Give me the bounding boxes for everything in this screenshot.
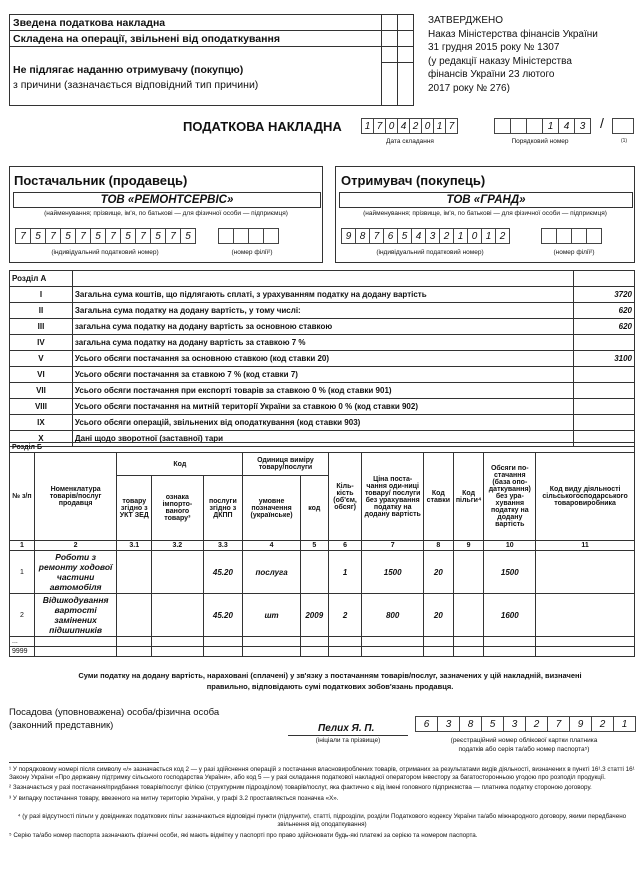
- buyer-ipn-digit: 1: [481, 228, 496, 244]
- section-a-row-number: I: [10, 287, 73, 303]
- section-b-title-row: [10, 443, 635, 453]
- header-row-exempt: Складена на операції, звільнені від оподаткування: [13, 33, 280, 45]
- seller-ipn-digit: 7: [15, 228, 31, 244]
- seller-name-caption: (найменування; прізвище, ім'я, по батькові — для фізичної особи — підприємця): [44, 210, 288, 217]
- column-number: 3.3: [203, 541, 243, 551]
- date-digit-cell: 4: [397, 118, 410, 134]
- section-b-header-row: [10, 453, 635, 476]
- column-number: 7: [362, 541, 423, 551]
- col-header-uktzed: товару згідно з УКТ ЗЕД: [117, 476, 152, 541]
- section-a-row: [10, 383, 635, 399]
- seller-heading: Постачальник (продавець): [14, 173, 188, 188]
- buyer-ipn-digit: 7: [369, 228, 384, 244]
- section-a-row-label: Загальна сума податку на додану вартість, у тому числі:: [72, 303, 573, 319]
- buyer-name: ТОВ «ГРАНД»: [339, 192, 633, 208]
- section-a-row-label: загальна сума податку на додану вартість за основною ставкою: [72, 319, 573, 335]
- seller-ipn-caption: (індивідуальний податковий номер): [51, 249, 159, 256]
- signer-taxid-digit: 3: [437, 716, 460, 732]
- buyer-branch-digit: [541, 228, 557, 244]
- col-header-agri: Код виду діяльності сільськогосподарського товаровиробника: [536, 453, 635, 541]
- vat-note: Суми податку на додану вартість, нараховані (сплачені) у зв'язку з постачанням товарів/послуг, зазначених у цій накладній, визначені правильно, відповідають сумі податкових зобов'язань продавця.: [78, 671, 582, 691]
- cell-name: Відшкодування вартості замінених підшипників: [34, 594, 117, 637]
- section-a-row: [10, 351, 635, 367]
- section-a-row-value: [574, 399, 635, 415]
- column-number: 5: [300, 541, 328, 551]
- column-number: 10: [484, 541, 536, 551]
- seller-ipn-digit: 5: [90, 228, 106, 244]
- section-a-row: [10, 367, 635, 383]
- section-a-row-label: Усього обсяги операцій, звільнених від оподаткування (код ставки 903): [72, 415, 573, 431]
- buyer-ipn-digit: 8: [355, 228, 370, 244]
- section-a-table: [9, 270, 635, 447]
- seller-branch-digit: [248, 228, 264, 244]
- cell-benefit: [453, 551, 484, 594]
- cell-unit: послуга: [243, 551, 301, 594]
- table-row: [10, 637, 635, 647]
- section-a-row-number: VIII: [10, 399, 73, 415]
- number-digit-cell: [526, 118, 543, 134]
- seller-ipn-digit: 7: [135, 228, 151, 244]
- col-header-name: Номенклатура товарів/послуг продавця: [34, 453, 117, 541]
- section-a-row: [10, 335, 635, 351]
- signer-taxid-digit: 7: [547, 716, 570, 732]
- col-header-unit: Одиниця виміру товару/послуги: [243, 453, 328, 476]
- col-header-dkpp: послуги згідно з ДКПП: [203, 476, 243, 541]
- section-a-row-number: VI: [10, 367, 73, 383]
- date-digit-cell: 7: [373, 118, 386, 134]
- buyer-branch-caption: (номер філії²): [553, 249, 595, 256]
- section-a-row: [10, 303, 635, 319]
- section-a-title: Розділ А: [10, 271, 73, 287]
- section-a-row-number: X: [10, 431, 73, 447]
- section-a-row-label: Усього обсяги постачання при експорті товарів за ставкою 0 % (код ставки 901): [72, 383, 573, 399]
- number-digit-cell: 4: [558, 118, 575, 134]
- col-header-unit-code: код: [300, 476, 328, 541]
- cell-code: [300, 551, 328, 594]
- column-number: 6: [328, 541, 362, 551]
- number-digit-cell: 3: [574, 118, 591, 134]
- seller-branch-caption: (номер філії²): [231, 249, 273, 256]
- seller-ipn-digit: 7: [165, 228, 181, 244]
- cell-dkpp: 45.20: [203, 551, 243, 594]
- signer-label: Посадова (уповноважена) особа/фізична особа: [9, 707, 220, 718]
- number-slash: /: [600, 115, 604, 131]
- buyer-name-caption: (найменування; прізвище, ім'я, по батькові — для фізичної особи — підприємця): [363, 210, 607, 217]
- seller-branch-digit: [263, 228, 279, 244]
- approved-block: [428, 14, 598, 95]
- cell-volume: 1600: [484, 594, 536, 637]
- approved-line: фінансів України 23 лютого: [428, 69, 555, 80]
- signer-label-2: (законний представник): [9, 720, 114, 731]
- section-a-row-value: 3100: [574, 351, 635, 367]
- seller-branch-digit: [233, 228, 249, 244]
- footnote-mark: (1): [620, 138, 628, 144]
- date-digit-cell: 2: [409, 118, 422, 134]
- cell-uktzed: [117, 594, 152, 637]
- approved-title: ЗАТВЕРДЖЕНО: [428, 15, 504, 26]
- buyer-branch-digit: [586, 228, 602, 244]
- signer-name: Пелих Я. П.: [318, 723, 375, 734]
- col-header-unit-name: умовне позначення (українське): [243, 476, 301, 541]
- cell-dkpp: 45.20: [203, 594, 243, 637]
- cell-n: 2: [10, 594, 35, 637]
- section-a-row-number: III: [10, 319, 73, 335]
- cell-agri: [536, 551, 635, 594]
- number-digit-cell: [510, 118, 527, 134]
- cell-rate: 20: [423, 594, 453, 637]
- buyer-ipn-digit: 0: [467, 228, 482, 244]
- column-number: 4: [243, 541, 301, 551]
- cell-benefit: [453, 594, 484, 637]
- seller-ipn-digit: 7: [75, 228, 91, 244]
- cell-agri: [536, 594, 635, 637]
- section-a-row-value: 620: [574, 319, 635, 335]
- section-a-row: [10, 399, 635, 415]
- cell-price: 800: [362, 594, 423, 637]
- footnote-3: ³ У випадку постачання товару, ввезеного на митну територію України, у графі 3.2 проставляється позначка «Х».: [9, 794, 339, 802]
- column-number: 11: [536, 541, 635, 551]
- cell-import: [152, 594, 203, 637]
- document-title: ПОДАТКОВА НАКЛАДНА: [183, 119, 342, 134]
- buyer-branch-digit: [571, 228, 587, 244]
- cell-n: 1: [10, 551, 35, 594]
- buyer-ipn-digit: 3: [425, 228, 440, 244]
- signer-taxid-digit: 2: [591, 716, 614, 732]
- buyer-ipn-digit: 6: [383, 228, 398, 244]
- column-number: 8: [423, 541, 453, 551]
- date-caption: Дата складання: [386, 138, 434, 145]
- section-a-row-number: VII: [10, 383, 73, 399]
- column-number: 1: [10, 541, 35, 551]
- column-number: 9: [453, 541, 484, 551]
- section-a-row-number: V: [10, 351, 73, 367]
- section-a-row-number: II: [10, 303, 73, 319]
- seller-branch-digit: [218, 228, 234, 244]
- cell-volume: 1500: [484, 551, 536, 594]
- cell-import: [152, 551, 203, 594]
- section-b-title: Розділ Б: [10, 443, 635, 453]
- section-a-row: [10, 319, 635, 335]
- seller-ipn-digit: 5: [30, 228, 46, 244]
- seller-ipn-digit: 5: [120, 228, 136, 244]
- number-caption: Порядковий номер: [511, 138, 569, 145]
- cell-uktzed: [117, 551, 152, 594]
- section-b-table: [9, 442, 635, 657]
- signer-taxid-digit: 9: [569, 716, 592, 732]
- section-a-row-label: Дані щодо зворотної (заставної) тари: [72, 431, 573, 447]
- header-row-not-provided: Не підлягає наданню отримувачу (покупцю): [13, 64, 244, 76]
- signer-caption-2: податків або серія та/або номер паспорта⁵): [458, 746, 590, 753]
- seller-name: ТОВ «РЕМОНТСЕРВІС»: [13, 192, 321, 208]
- cell-qty: 2: [328, 594, 362, 637]
- seller-ipn-digit: 5: [180, 228, 196, 244]
- section-a-title-row: [10, 271, 635, 287]
- approved-line: 31 грудня 2015 року № 1307: [428, 42, 560, 53]
- date-digit-cell: 0: [421, 118, 434, 134]
- buyer-ipn-caption: (індивідуальний податковий номер): [376, 249, 484, 256]
- signer-caption-1: (реєстраційний номер облікової картки платника: [450, 737, 598, 744]
- section-a-row-value: 620: [574, 303, 635, 319]
- table-row: [10, 551, 635, 594]
- buyer-ipn-digit: 9: [341, 228, 356, 244]
- section-a-row-value: [574, 335, 635, 351]
- cell-name: Роботи з ремонту ходової частини автомобіля: [34, 551, 117, 594]
- section-a-row-value: [574, 383, 635, 399]
- signer-taxid-digit: 5: [481, 716, 504, 732]
- column-number: 3.2: [152, 541, 203, 551]
- buyer-ipn-digit: 2: [495, 228, 510, 244]
- section-a-row-number: IX: [10, 415, 73, 431]
- approved-line: (у редакції наказу Міністерства: [428, 55, 572, 67]
- cell-unit: шт: [243, 594, 301, 637]
- buyer-ipn-digit: 2: [439, 228, 454, 244]
- section-a-row-label: Усього обсяги постачання за ставкою 7 % (код ставки 7): [72, 367, 573, 383]
- signer-taxid-digit: 8: [459, 716, 482, 732]
- seller-ipn-digit: 5: [60, 228, 76, 244]
- section-a-row-value: [574, 415, 635, 431]
- col-header-import: ознака імпорто-ваного товару³: [152, 476, 203, 541]
- cell-qty: 1: [328, 551, 362, 594]
- header-row-consolidated: Зведена податкова накладна: [13, 17, 166, 29]
- row-marker: 9999: [10, 647, 35, 657]
- number-digit-cell: 1: [542, 118, 559, 134]
- section-a-row-value: [574, 367, 635, 383]
- section-a-row: [10, 415, 635, 431]
- section-a-row-label: Усього обсяги постачання на митній території України за ставкою 0 % (код ставки 902): [72, 399, 573, 415]
- section-a-row: [10, 287, 635, 303]
- col-header-qty: Кіль-кість (об'єм, обсяг): [328, 453, 362, 541]
- footnote-1: ¹ У порядковому номері після символу «/» зазначається код 2 — у разі здійснення операцій з постачання власновироблених товарів, отриманих за результатами видів діяльності, визначених в пункті 16¹.3 статті 16¹ Закону України «Про державну підтримку сільського господарства України», або код 5 — у разі складання податкової накладної оператором інвестору за багатосторонньою угодою про розподіл продукції.: [9, 766, 635, 782]
- column-numbers-row: [10, 541, 635, 551]
- signer-taxid-digit: 6: [415, 716, 438, 732]
- column-number: 2: [34, 541, 117, 551]
- signer-name-caption: (ініціали та прізвище): [315, 737, 381, 744]
- col-header-volume: Обсяги по-стачання (база опо-даткування) без ура-хування податку на додану вартість: [484, 453, 536, 541]
- col-header-num: № з/п: [10, 453, 35, 541]
- signer-taxid-digit: 1: [613, 716, 636, 732]
- cell-rate: 20: [423, 551, 453, 594]
- footnote-2: ² Зазначається у разі постачання/придбання товарів/послуг філією (структурним підрозділом) товарів/послуг, яка фактично є від імені головного підприємства — платника податку стороною договору.: [9, 784, 592, 792]
- section-a-row-value: 3720: [574, 287, 635, 303]
- col-header-benefit: Код пільги⁴: [453, 453, 484, 541]
- signer-taxid-digit: 2: [525, 716, 548, 732]
- table-row: [10, 594, 635, 637]
- approved-line: Наказ Міністерства фінансів України: [428, 28, 598, 40]
- number-suffix-cell: [612, 118, 634, 134]
- buyer-heading: Отримувач (покупець): [341, 173, 486, 188]
- section-a-row-label: Загальна сума коштів, що підлягають сплаті, з урахуванням податку на додану вартість: [72, 287, 573, 303]
- col-header-code: Код: [117, 453, 243, 476]
- buyer-branch-digit: [556, 228, 572, 244]
- date-digit-cell: 1: [433, 118, 446, 134]
- date-digit-cell: 1: [361, 118, 374, 134]
- section-a-row-label: загальна сума податку на додану вартість за ставкою 7 %: [72, 335, 573, 351]
- cell-price: 1500: [362, 551, 423, 594]
- number-digit-cell: [494, 118, 511, 134]
- footnotes: [9, 766, 635, 840]
- seller-ipn-digit: 7: [45, 228, 61, 244]
- row-marker: ...: [10, 637, 35, 647]
- buyer-ipn-digit: 4: [411, 228, 426, 244]
- seller-ipn-digit: 7: [105, 228, 121, 244]
- footnote-5: ⁵ Серію та/або номер паспорта зазначають фізичні особи, які мають відмітку у паспорті про право здійснювати будь-які платежі за серією та номером паспорта.: [9, 832, 478, 840]
- cell-code: 2009: [300, 594, 328, 637]
- section-a-row-number: IV: [10, 335, 73, 351]
- buyer-ipn-digit: 5: [397, 228, 412, 244]
- table-row: [10, 647, 635, 657]
- section-a-row-label: Усього обсяги постачання за основною ставкою (код ставки 20): [72, 351, 573, 367]
- column-number: 3.1: [117, 541, 152, 551]
- buyer-ipn-digit: 1: [453, 228, 468, 244]
- date-digit-cell: 0: [385, 118, 398, 134]
- header-row-reason: з причини (зазначається відповідний тип причини): [13, 79, 259, 91]
- footnote-4: ⁴ (у разі відсутності пільги у довідниках податкових пільг зазначаються відповідні пункти (підпункти), статті, підрозділи, розділи Податкового кодексу України та/або міжнародного договору, якими передбачено звільнення від оподаткування): [17, 812, 627, 829]
- approved-line: 2017 року № 276): [428, 82, 510, 94]
- col-header-price: Ціна поста-чання оди-ниці товару/ послуги без урахування податку на додану вартість: [362, 453, 423, 541]
- seller-ipn-digit: 5: [150, 228, 166, 244]
- col-header-rate: Код ставки: [423, 453, 453, 541]
- signer-taxid-digit: 3: [503, 716, 526, 732]
- date-digit-cell: 7: [445, 118, 458, 134]
